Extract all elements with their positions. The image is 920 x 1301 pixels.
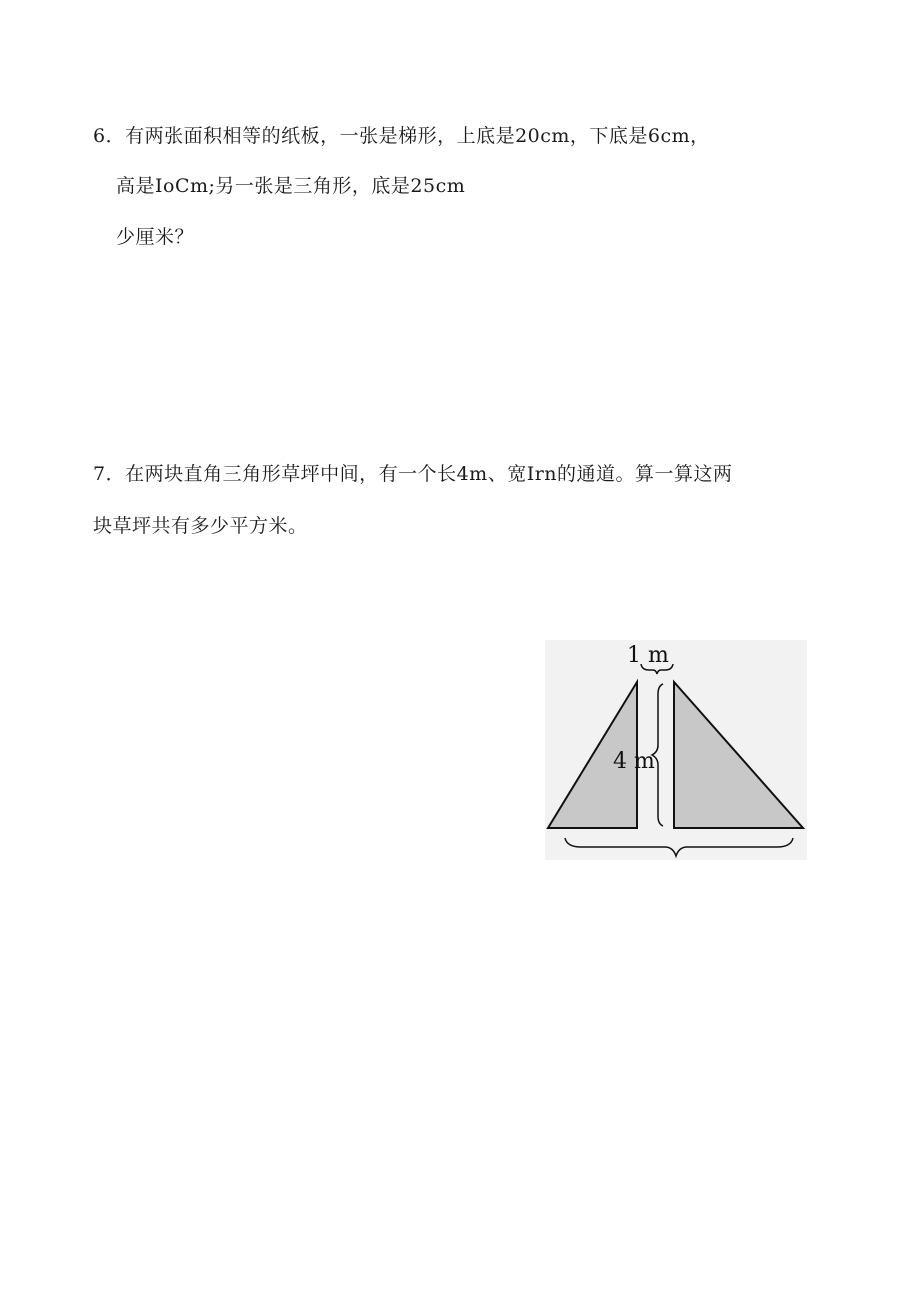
width-label: 1 m [627, 643, 669, 668]
question-7-line-1 [93, 462, 733, 486]
question-7-line-2: 块草坪共有多少平方米。 [93, 515, 308, 537]
question-text: ．在两块直角三角形草坪中间，有一个长4m、宽Irn的通道。算一算这两 [105, 463, 733, 485]
lawn-diagram [545, 640, 807, 860]
question-6-line-2: 高是IoCm;另一张是三角形，底是25cm [116, 175, 466, 197]
question-number: 7 [93, 463, 106, 485]
lawn-figure [545, 640, 807, 860]
right-triangle-lawn [674, 682, 803, 828]
question-6-line-3: 少厘米？ [116, 226, 195, 248]
question-6-line-1 [93, 124, 710, 148]
question-number: 6 [93, 125, 106, 147]
question-text: ．有两张面积相等的纸板，一张是梯形，上底是20cm，下底是6cm， [105, 125, 710, 147]
base-brace [565, 838, 793, 856]
height-label: 4 m [613, 749, 655, 774]
